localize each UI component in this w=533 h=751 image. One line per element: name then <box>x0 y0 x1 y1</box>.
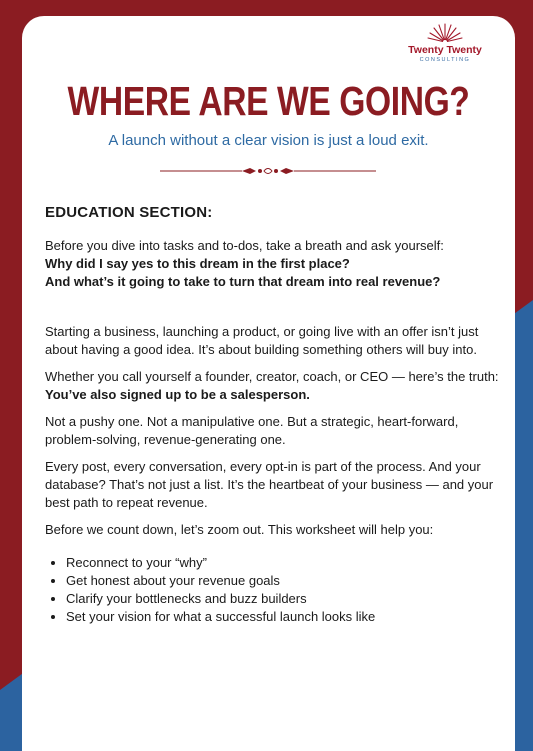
intro-question-1: Why did I say yes to this dream in the first place? <box>45 256 350 271</box>
paragraph-3: Not a pushy one. Not a manipulative one. But a strategic, heart-forward, problem-solving, revenue-generating one. <box>45 414 459 447</box>
list-item: • Clarify your bottlenecks and buzz builders <box>66 590 500 608</box>
list-item: • Reconnect to your “why” <box>66 554 500 572</box>
paragraph-2-lead: Whether you call yourself a founder, creator, coach, or CEO — here’s the truth: <box>45 369 499 384</box>
list-item: • Get honest about your revenue goals <box>66 572 500 590</box>
page-title: WHERE ARE WE GOING? <box>67 78 470 124</box>
company-logo <box>397 22 493 66</box>
ornamental-divider-icon <box>160 163 376 179</box>
paragraph-4: Every post, every conversation, every opt-in is part of the process. And your database? That’s not just a list. It’s the heartbeat of your business — and your best path to repeat revenue. <box>45 459 494 510</box>
logo-name: Twenty Twenty <box>408 44 482 56</box>
list-item: • Set your vision for what a successful launch looks like <box>66 608 500 626</box>
intro-paragraph <box>45 237 500 291</box>
education-section <box>45 204 500 626</box>
intro-lead: Before you dive into tasks and to-dos, take a breath and ask yourself: <box>45 238 444 253</box>
paragraph-5: Before we count down, let’s zoom out. This worksheet will help you: <box>45 522 434 537</box>
paragraph-1: Starting a business, launching a product, or going live with an offer isn’t just about having a good idea. It’s about building something others will buy into. <box>45 324 479 357</box>
paragraph-2-emphasis: You’ve also signed up to be a salesperson. <box>45 387 310 402</box>
logo-tagline: CONSULTING <box>419 57 471 63</box>
paragraph-2 <box>45 368 500 404</box>
section-heading: EDUCATION SECTION: <box>45 204 213 221</box>
intro-question-2: And what’s it going to take to turn that dream into real revenue? <box>45 274 441 289</box>
worksheet-goals-list <box>45 554 500 626</box>
page-subtitle: A launch without a clear vision is just a loud exit. <box>108 132 429 149</box>
sunburst-logo-icon <box>425 22 465 44</box>
